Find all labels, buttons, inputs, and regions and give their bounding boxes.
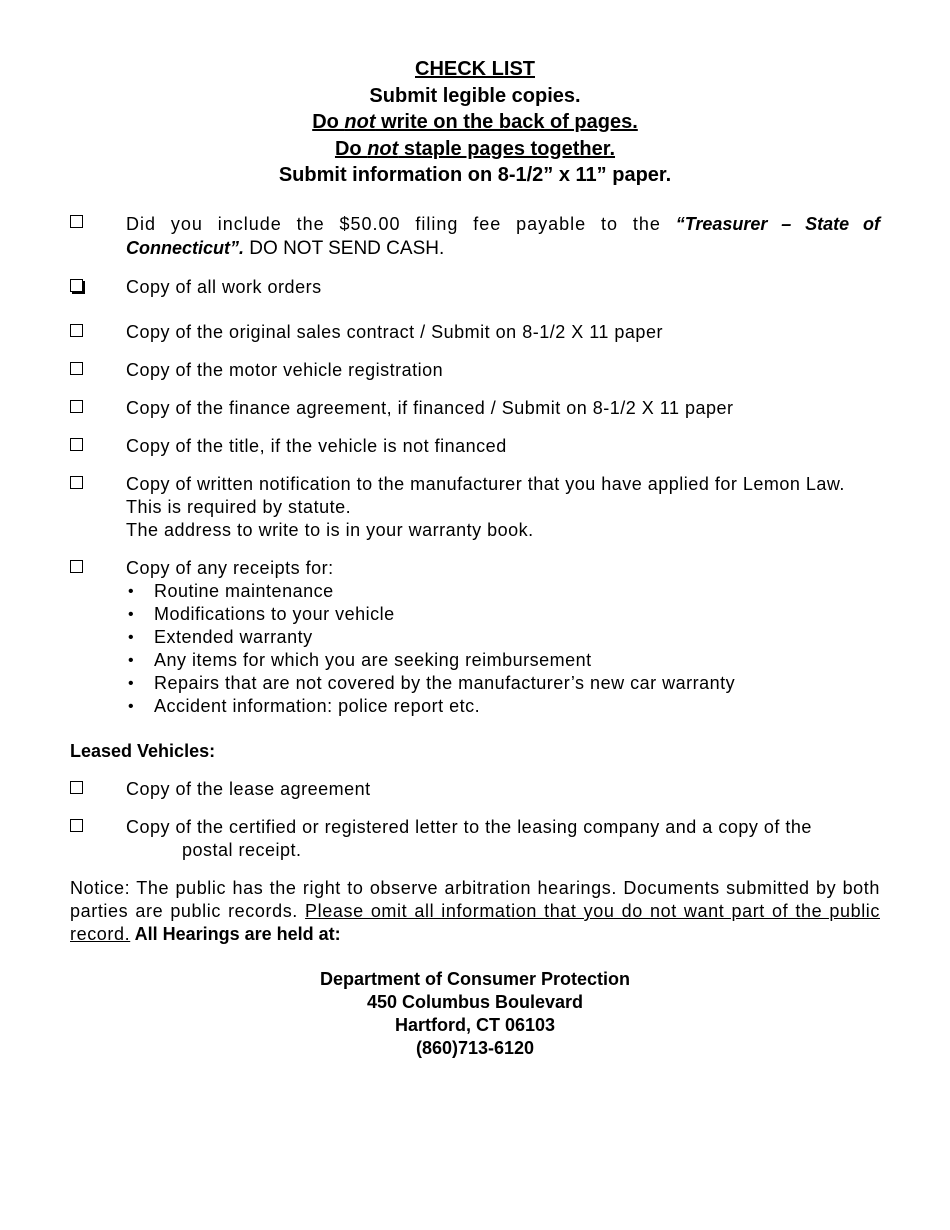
checkbox[interactable]	[70, 362, 83, 375]
list-item: • Accident information: police report etc.	[126, 695, 880, 718]
item-text: Copy of all work orders	[126, 277, 322, 297]
checklist-title: CHECK LIST	[415, 58, 535, 80]
checkbox[interactable]	[70, 819, 83, 832]
item-text: Did you include the $50.00 filing fee payable to the “Treasurer – State of Connecticut”. DO NOT SEND CASH.	[126, 214, 880, 259]
instruction-no-staple: Do not staple pages together.	[334, 137, 616, 160]
checkbox[interactable]	[70, 781, 83, 794]
checkbox[interactable]	[70, 324, 83, 337]
instruction-no-write: Do not write on the back of pages.	[312, 111, 638, 133]
checklist-item-filing-fee	[70, 212, 880, 261]
leased-vehicles-heading: Leased Vehicles:	[70, 741, 216, 761]
checkbox[interactable]	[70, 438, 83, 451]
address-phone: (860)713-6120	[415, 1038, 535, 1058]
checklist-item-finance-agreement	[70, 397, 880, 420]
instruction-legible: Submit legible copies.	[369, 84, 581, 107]
checklist-item-registration	[70, 359, 880, 382]
instruction-paper-size: Submit information on 8-1/2” x 11” paper.	[278, 164, 672, 186]
public-notice: Notice: The public has the right to observe arbitration hearings. Documents submitted by both parties are public records. Please omit all information that you do not want part of the public record. All Hearings are held at:	[70, 878, 880, 944]
checklist-item-lease-agreement	[70, 778, 880, 801]
address-street: 450 Columbus Boulevard	[366, 992, 584, 1012]
address-city: Hartford, CT 06103	[394, 1015, 556, 1035]
list-item: • Any items for which you are seeking reimbursement	[126, 649, 880, 672]
item-text: Copy of the finance agreement, if financed / Submit on 8-1/2 X 11 paper	[126, 398, 734, 418]
list-item: • Routine maintenance	[126, 580, 880, 603]
checklist-item-receipts	[70, 557, 880, 718]
checkbox[interactable]	[70, 476, 83, 489]
header-block	[0, 56, 950, 189]
item-text: Copy of the lease agreement	[126, 779, 371, 799]
checkbox[interactable]	[70, 279, 83, 292]
address-department: Department of Consumer Protection	[319, 969, 631, 989]
checklist-item-manufacturer-notification	[70, 473, 880, 542]
checkbox[interactable]	[70, 215, 83, 228]
hearing-address	[0, 968, 950, 1060]
checklist-item-leasing-letter	[70, 816, 880, 862]
receipts-bullet-list	[126, 580, 880, 718]
item-text: Copy of the original sales contract / Submit on 8-1/2 X 11 paper	[126, 322, 663, 342]
item-text: Copy of the certified or registered letter to the leasing company and a copy of the postal receipt.	[126, 817, 812, 860]
item-text: Copy of the motor vehicle registration	[126, 360, 444, 380]
item-text: Copy of written notification to the manufacturer that you have applied for Lemon Law. This is required by statute. The address to write to is in your warranty book.	[126, 474, 845, 540]
item-text: Copy of any receipts for: • Routine maintenance • Modifications to your vehicle • Extended warranty • Any items for which you are seeking reimbursement • Repairs that are not covered by the manufacturer’s new car warranty • Accident information: police report etc.	[126, 557, 880, 718]
list-item: • Repairs that are not covered by the manufacturer’s new car warranty	[126, 672, 880, 695]
checklist-item-sales-contract	[70, 321, 880, 344]
list-item: • Extended warranty	[126, 626, 880, 649]
checklist-item-title	[70, 435, 880, 458]
list-item: • Modifications to your vehicle	[126, 603, 880, 626]
checkbox[interactable]	[70, 560, 83, 573]
checklist-item-work-orders	[70, 276, 880, 299]
checkbox[interactable]	[70, 400, 83, 413]
item-text: Copy of the title, if the vehicle is not financed	[126, 436, 507, 456]
